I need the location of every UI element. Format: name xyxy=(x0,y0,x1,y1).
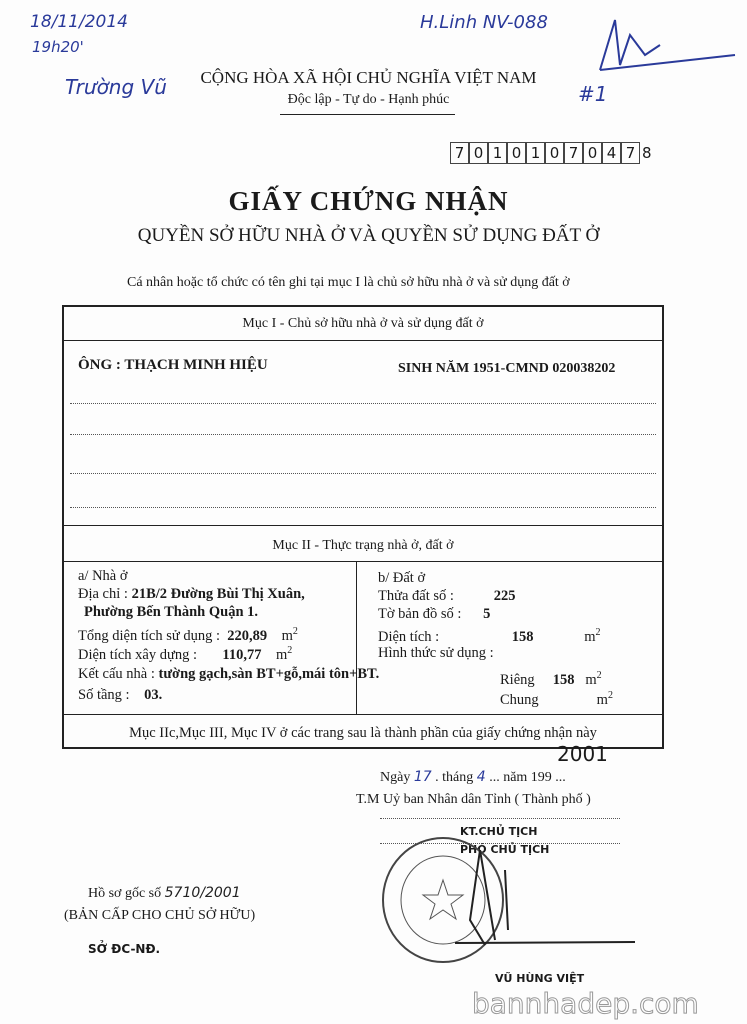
floors-value: 03. xyxy=(144,687,163,703)
section1-heading: Mục I - Chủ sở hữu nhà ở và sử dụng đất ở xyxy=(242,316,484,331)
private-value: 158 xyxy=(552,671,575,688)
total-area-value: 220,89 xyxy=(227,627,268,644)
map-label: Tờ bản đồ số : xyxy=(378,606,462,622)
department: SỞ ĐC-NĐ. xyxy=(88,942,161,956)
owner-info: SINH NĂM 1951-CMND 020038202 xyxy=(398,361,616,376)
document-title: GIẤY CHỨNG NHẬN xyxy=(228,186,509,216)
signer-name: VŨ HÙNG VIỆT xyxy=(495,972,585,985)
address-line-2: Phường Bến Thành Quận 1. xyxy=(84,604,259,620)
month-value: 4 xyxy=(476,769,486,785)
owner-name: ÔNG : THẠCH MINH HIỆU xyxy=(78,357,268,373)
build-area-label: Diện tích xây dựng : xyxy=(78,646,198,663)
house-label: a/ Nhà ở xyxy=(78,568,128,584)
handwritten-date: 18/11/2014 xyxy=(30,12,128,32)
address-line-1: 21B/2 Đường Bùi Thị Xuân, xyxy=(131,586,305,602)
area-value: 158 xyxy=(511,628,534,645)
file-number: 5710/2001 xyxy=(164,885,241,901)
file-label: Hồ sơ gốc số xyxy=(88,886,162,901)
serial-digit: 7 xyxy=(564,142,583,164)
certificate-table: Mục I - Chủ sở hữu nhà ở và sử dụng đất ở ÔNG : THẠCH MINH HIỆU SINH NĂM 1951-CMND 020038202 Mục II - Thực trạng nhà ở, đất ở a/ Nhà ở Địa chỉ : 21B/2 Đường Bùi Thị Xuân, Phường Bến Thành Quận 1. Tổng diện tích sử dụng : 220,89 $m^2$ Diện tích xây dựng : 110,77 $m^2$ Kết cấu nhà : tường gạch,sàn BT+gỗ,mái tôn+BT. Số tầng : 03. b/ Đất ở Thửa đất số : 225 Tờ bản đồ số : 5 Diện tích : 158 $m^2$ Hình thức sử dụng : Riêng 158 $m^2$ Chung $m^2$ Mục IIc,Mục III, Mục IV ở các trang sau là thành phần của giấy chứng nhận này xyxy=(62,305,664,749)
serial-digit: 0 xyxy=(545,142,564,164)
address-label: Địa chỉ : xyxy=(78,586,128,602)
build-area-value: 110,77 xyxy=(222,646,262,663)
serial-number xyxy=(450,142,652,164)
signature-official xyxy=(450,840,650,950)
certificate-page: 18/11/2014 19h20' H.Linh NV-088 Trường Vũ #1 CỘNG HÒA XÃ HỘI CHỦ NGHĨA VIỆT NAM Độc lập - Tự do - Hạnh phúc 7 0 1 0 1 0 7 0 4 7 8 GIẤY CHỨNG NHẬN QUYỀN SỞ HỮU NHÀ Ở VÀ QUYỀN SỬ DỤNG ĐẤT Ở Cá nhân hoặc tổ chức có tên ghi tại mục I là chủ sở hữu nhà ở và sử dụng đất ở Mục I - Chủ sở hữu nhà ở và sử dụng đất ở ÔNG : THẠCH MINH HIỆU SINH NĂM 1951-CMND 020038202 Mục II - Thực trạng nhà ở, đất ở a/ Nhà ở Địa chỉ : 21B/2 Đường Bùi Thị Xuân, Phường Bến Thành Quận 1. Tổng diện tích sử dụng : 220,89 $m^2$ Diện tích xây dựng : 110,77 $m^2$ Kết cấu nhà : tường gạch,sàn BT+gỗ,mái tôn+BT. Số tầng : 03. b/ Đất ở Thửa đất số : 225 Tờ bản đồ số : 5 Diện tích : 158 $m^2$ Hình thức sử dụng : Riêng 158 $m^2$ Chung $m^2$ Mục IIc,Mục III, Mục IV ở các trang sau là thành phần của giấy chứng nhận này 2001 Ngày 17 . tháng 4 ... năm 199 ... T.M Uỷ ban Nhân dân Tỉnh ( Thành phố ) KT.CHỦ TỊCH PHÓ CHỦ TỊCH VŨ HÙNG VIỆT bannhadep.com Hồ sơ gốc số 5710/2001 (BẢN CẤP CHO CHỦ SỞ HỮU) SỞ ĐC-NĐ. xyxy=(0,0,747,1024)
area-label: Diện tích : xyxy=(378,628,440,645)
intro-text: Cá nhân hoặc tổ chức có tên ghi tại mục I là chủ sở hữu nhà ở và sử dụng đất ở xyxy=(127,275,570,290)
copy-note: (BẢN CẤP CHO CHỦ SỞ HỮU) xyxy=(64,908,256,923)
land-label: b/ Đất ở xyxy=(378,570,426,586)
section2-heading: Mục II - Thực trạng nhà ở, đất ở xyxy=(272,538,454,553)
plot-value: 225 xyxy=(493,588,516,604)
role-1: KT.CHỦ TỊCH xyxy=(460,825,538,838)
handwritten-year: 2001 xyxy=(557,742,608,766)
date-label: Ngày xyxy=(380,770,411,785)
footer-note: Mục IIc,Mục III, Mục IV ở các trang sau là thành phần của giấy chứng nhận này xyxy=(129,725,597,741)
serial-digit: 0 xyxy=(583,142,602,164)
handwritten-initials: Trường Vũ xyxy=(65,75,167,99)
motto-underline xyxy=(280,114,455,115)
serial-digit: 0 xyxy=(469,142,488,164)
handwritten-mark: #1 xyxy=(578,82,608,106)
map-value: 5 xyxy=(483,606,491,622)
serial-digit: 0 xyxy=(507,142,526,164)
floors-label: Số tầng : xyxy=(78,687,130,703)
day-value: 17 xyxy=(413,769,432,785)
serial-digit: 4 xyxy=(602,142,621,164)
serial-digit: 1 xyxy=(526,142,545,164)
serial-digit: 7 xyxy=(621,142,640,164)
usage-label: Hình thức sử dụng : xyxy=(378,645,494,661)
motto: Độc lập - Tự do - Hạnh phúc xyxy=(287,92,450,107)
serial-digit: 7 xyxy=(450,142,469,164)
authority: T.M Uỷ ban Nhân dân Tỉnh ( Thành phố ) xyxy=(356,792,591,807)
plot-label: Thửa đất số : xyxy=(378,588,454,604)
document-subtitle: QUYỀN SỞ HỮU NHÀ Ở VÀ QUYỀN SỬ DỤNG ĐẤT Ở xyxy=(137,225,600,246)
structure-label: Kết cấu nhà : xyxy=(78,666,155,682)
shared-label: Chung xyxy=(500,691,539,708)
watermark: bannhadep.com xyxy=(472,987,699,1020)
handwritten-time: 19h20' xyxy=(32,38,84,56)
nation-name: CỘNG HÒA XÃ HỘI CHỦ NGHĨA VIỆT NAM xyxy=(200,68,537,87)
private-label: Riêng xyxy=(500,671,535,688)
serial-digit: 1 xyxy=(488,142,507,164)
role-2: PHÓ CHỦ TỊCH xyxy=(460,843,550,856)
structure-value: tường gạch,sàn BT+gỗ,mái tôn+BT. xyxy=(158,666,380,682)
serial-tail: 8 xyxy=(642,144,652,162)
handwritten-staff: H.Linh NV-088 xyxy=(420,12,548,33)
total-area-label: Tổng diện tích sử dụng : xyxy=(78,627,220,644)
